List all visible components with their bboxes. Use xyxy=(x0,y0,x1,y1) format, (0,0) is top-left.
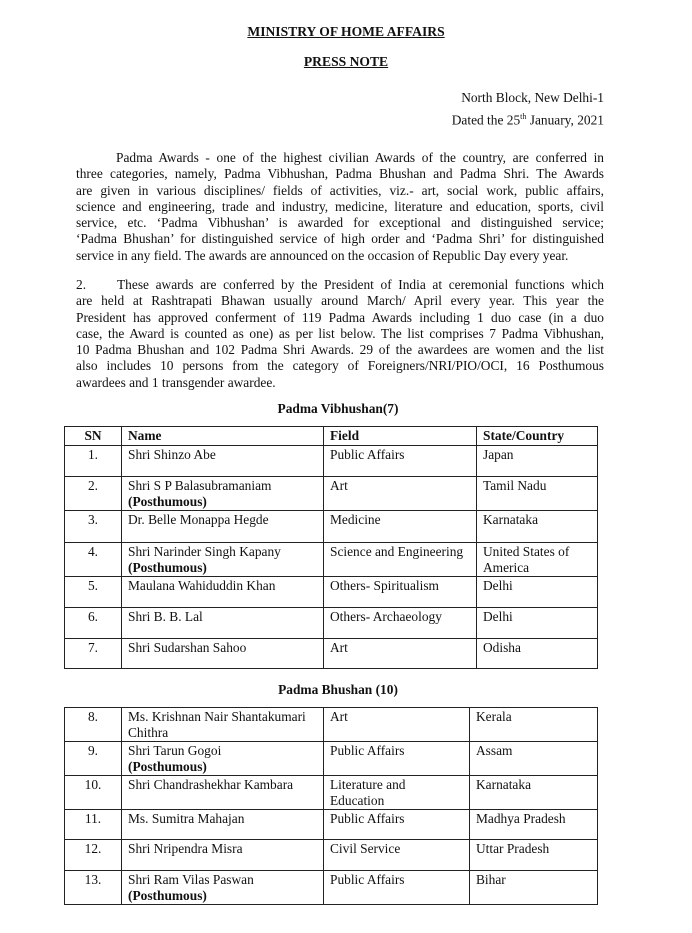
header-field: Field xyxy=(324,427,477,446)
cell-state: Uttar Pradesh xyxy=(470,840,598,871)
cell-sn: 2. xyxy=(65,477,122,511)
awardee-name: Shri S P Balasubramaniam xyxy=(128,478,272,493)
cell-field: Civil Service xyxy=(324,840,470,871)
table-row xyxy=(65,840,598,871)
paragraph-line xyxy=(76,342,604,358)
cell-field: Others- Spiritualism xyxy=(324,577,477,608)
paragraph-2 xyxy=(76,277,604,391)
cell-name xyxy=(122,577,324,608)
awardee-name: Shri Chandrashekhar Kambara xyxy=(128,777,294,792)
posthumous-note: (Posthumous) xyxy=(128,888,207,903)
paragraph-line: three categories, namely, Padma Vibhushan, Padma Bhushan and Padma Shri. The Awards xyxy=(76,166,604,182)
cell-sn: 10. xyxy=(65,776,122,810)
paragraph-line: service, etc. ‘Padma Vibhushan’ is awarded for exceptional and distinguished service; xyxy=(76,215,604,231)
paragraph-line xyxy=(76,293,604,309)
cell-sn: 6. xyxy=(65,608,122,639)
cell-field: Public Affairs xyxy=(324,742,470,776)
paragraph-1 xyxy=(76,150,604,264)
cell-state: Kerala xyxy=(470,708,598,742)
ministry-title: MINISTRY OF HOME AFFAIRS xyxy=(247,24,445,39)
awardee-name: Shri B. B. Lal xyxy=(128,609,203,624)
cell-state: Japan xyxy=(477,446,598,477)
table-row xyxy=(65,446,598,477)
table-header-row xyxy=(65,427,598,446)
cell-state: Delhi xyxy=(477,608,598,639)
cell-name xyxy=(122,446,324,477)
paragraph-line xyxy=(76,326,604,342)
paragraph-line: Padma Awards - one of the highest civilian Awards of the country, are conferred in xyxy=(116,150,604,165)
table-row xyxy=(65,577,598,608)
cell-name xyxy=(122,708,324,742)
awardee-name: Maulana Wahiduddin Khan xyxy=(128,578,276,593)
table-row xyxy=(65,742,598,776)
press-note-title: PRESS NOTE xyxy=(303,54,389,69)
awardee-name: Dr. Belle Monappa Hegde xyxy=(128,512,269,527)
cell-sn: 11. xyxy=(65,810,122,840)
awardee-name: Shri Sudarshan Sahoo xyxy=(128,640,247,655)
cell-sn: 8. xyxy=(65,708,122,742)
cell-name xyxy=(122,477,324,511)
table-row xyxy=(65,511,598,543)
cell-sn: 9. xyxy=(65,742,122,776)
posthumous-note: (Posthumous) xyxy=(128,759,207,774)
cell-state: Karnataka xyxy=(477,511,598,543)
awardee-name: Ms. Krishnan Nair Shantakumari Chithra xyxy=(128,709,306,740)
cell-name xyxy=(122,543,324,577)
table-row xyxy=(65,477,598,511)
awardee-name: Shri Shinzo Abe xyxy=(128,447,216,462)
paragraph-line: are given in various disciplines/ fields of activities, viz.- art, social work, public affairs, xyxy=(76,182,604,198)
line-text: also includes 10 persons from the category of Foreigners/NRI/PIO/OCI, 16 Posthumous xyxy=(76,358,604,374)
cell-name xyxy=(122,776,324,810)
cell-name xyxy=(122,810,324,840)
paragraph-line xyxy=(76,375,604,391)
header-state: State/Country xyxy=(477,427,598,446)
table-row xyxy=(65,639,598,669)
line-text: are held at Rashtrapati Bhawan usually around March/ April every year. This year the xyxy=(76,293,604,309)
date xyxy=(452,107,604,129)
cell-state: Delhi xyxy=(477,577,598,608)
cell-name xyxy=(122,742,324,776)
cell-sn: 4. xyxy=(65,543,122,577)
place: North Block, New Delhi-1 xyxy=(461,90,604,105)
cell-state: Assam xyxy=(470,742,598,776)
table-row xyxy=(65,810,598,840)
cell-field: Art xyxy=(324,477,477,511)
line-text: 10 Padma Bhushan and 102 Padma Shri Awards. 29 of the awardees are women and the list xyxy=(76,342,604,358)
cell-name xyxy=(122,871,324,905)
cell-state: Odisha xyxy=(477,639,598,669)
cell-name xyxy=(122,639,324,669)
date-sup: th xyxy=(520,112,527,121)
awardee-name: Ms. Sumitra Mahajan xyxy=(128,811,245,826)
cell-state: United States of America xyxy=(477,543,598,577)
bhushan-heading: Padma Bhushan (10) xyxy=(278,682,398,697)
line-text: case, the Award is counted as one) as per list below. The list comprises 7 Padma Vibhushan, xyxy=(76,325,604,341)
cell-state: Karnataka xyxy=(470,776,598,810)
paragraph-line: ‘Padma Bhushan’ for distinguished service of high order and ‘Padma Shri’ for distinguished xyxy=(76,231,604,247)
cell-field: Art xyxy=(324,639,477,669)
date-prefix: Dated the 25 xyxy=(451,112,521,128)
cell-field: Others- Archaeology xyxy=(324,608,477,639)
awardee-name: Shri Narinder Singh Kapany xyxy=(128,544,281,559)
line-text: These awards are conferred by the President of India at ceremonial functions which xyxy=(117,277,604,292)
cell-field: Science and Engineering xyxy=(324,543,477,577)
paragraph-line: service in any field. The awards are announced on the occasion of Republic Day every year. xyxy=(76,247,569,263)
posthumous-note: (Posthumous) xyxy=(128,560,207,575)
awardee-name: Shri Nripendra Misra xyxy=(128,841,243,856)
line-text: President has approved conferment of 119 Padma Awards including 1 duo case (in a duo xyxy=(76,309,604,325)
vibhushan-table xyxy=(64,426,598,669)
cell-field: Art xyxy=(324,708,470,742)
bhushan-table xyxy=(64,707,598,905)
table-row xyxy=(65,608,598,639)
paragraph-line xyxy=(76,310,604,326)
cell-state: Bihar xyxy=(470,871,598,905)
cell-field: Medicine xyxy=(324,511,477,543)
cell-name xyxy=(122,608,324,639)
cell-field: Public Affairs xyxy=(324,810,470,840)
date-suffix: January, 2021 xyxy=(526,112,604,128)
table-row xyxy=(65,871,598,905)
paragraph-line xyxy=(76,358,604,374)
cell-state: Madhya Pradesh xyxy=(470,810,598,840)
posthumous-note: (Posthumous) xyxy=(128,494,207,509)
paragraph-number: 2. xyxy=(76,277,87,292)
table-row xyxy=(65,543,598,577)
cell-sn: 7. xyxy=(65,639,122,669)
paragraph-line xyxy=(76,277,604,293)
awardee-name: Shri Ram Vilas Paswan xyxy=(128,872,254,887)
header-sn: SN xyxy=(65,427,122,446)
table-row xyxy=(65,708,598,742)
cell-sn: 1. xyxy=(65,446,122,477)
cell-name xyxy=(122,840,324,871)
cell-field: Literature and Education xyxy=(324,776,470,810)
cell-name xyxy=(122,511,324,543)
paragraph-line: science and engineering, trade and industry, medicine, literature and education, sports, civil xyxy=(76,198,604,214)
cell-sn: 5. xyxy=(65,577,122,608)
cell-field: Public Affairs xyxy=(324,871,470,905)
cell-sn: 13. xyxy=(65,871,122,905)
header-name: Name xyxy=(122,427,324,446)
line-text: awardees and 1 transgender awardee. xyxy=(76,374,276,390)
table-row xyxy=(65,776,598,810)
cell-sn: 12. xyxy=(65,840,122,871)
awardee-name: Shri Tarun Gogoi xyxy=(128,743,222,758)
vibhushan-heading: Padma Vibhushan(7) xyxy=(277,401,399,416)
cell-field: Public Affairs xyxy=(324,446,477,477)
cell-state: Tamil Nadu xyxy=(477,477,598,511)
cell-sn: 3. xyxy=(65,511,122,543)
